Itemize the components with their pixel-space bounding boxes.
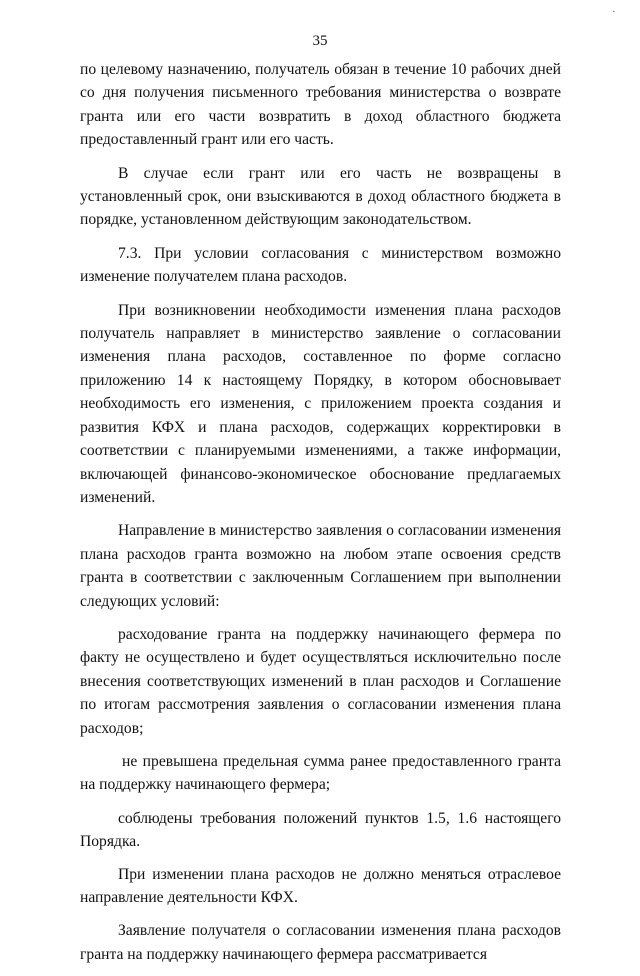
- paragraph-condition-requirements: соблюдены требования положений пунктов 1.5, 1.6 настоящего Порядка.: [80, 809, 561, 851]
- paragraph-section-7-3: 7.3. При условии согласования с министерством возможно изменение получателем плана расходов.: [80, 244, 561, 286]
- paragraph-application-conditions: Направление в министерство заявления о согласовании изменения плана расходов гранта возможно на любом этапе освоения средств гранта в соответствии с заключенным Соглашением при выполнении следующих условий:: [80, 522, 561, 610]
- paragraph-condition-limit: не превышена предельная сумма ранее предоставленного гранта на поддержку начинающего фермера;: [80, 752, 561, 794]
- page-number: 35: [312, 33, 328, 49]
- scan-corner-mark: ·: [612, 6, 616, 18]
- paragraph-application-review: Заявление получателя о согласовании изменения плана расходов гранта на поддержку начинающего фермера рассматривается: [80, 922, 561, 963]
- paragraph-grant-return-deadline: по целевому назначению, получатель обязан в течение 10 рабочих дней со дня получения письменного требования министерства о возврате гранта или его части возвратить в доход областного бюджета предоставленный грант или его часть.: [80, 61, 561, 149]
- paragraph-direction-unchanged: При изменении плана расходов не должно меняться отраслевое направление деятельности КФХ.: [80, 865, 561, 906]
- paragraph-plan-change-application: При возникновении необходимости изменения плана расходов получатель направляет в министерство заявление о согласовании изменения плана расходов, составленное по форме согласно приложению 14 к настоящему Порядку, в котором обосновывает необходимость его изменения, с приложением проекта создания и развития КФХ и плана расходов, содержащих корректировки в соответствии с планируемыми изменениями, а также информации, включающей финансово-экономическое обоснование предлагаемых изменений.: [80, 301, 561, 506]
- paragraph-grant-recovery: В случае если грант или его часть не возвращены в установленный срок, они взыскиваются в доход областного бюджета в порядке, установленном действующим законодательством.: [80, 164, 561, 229]
- document-body: [80, 58, 561, 976]
- paragraph-condition-spending: расходование гранта на поддержку начинающего фермера по факту не осуществлено и будет осуществляться исключительно после внесения соответствующих изменений в план расходов и Соглашение по итогам рассмотрения заявления о согласовании изменения плана расходов;: [80, 625, 561, 737]
